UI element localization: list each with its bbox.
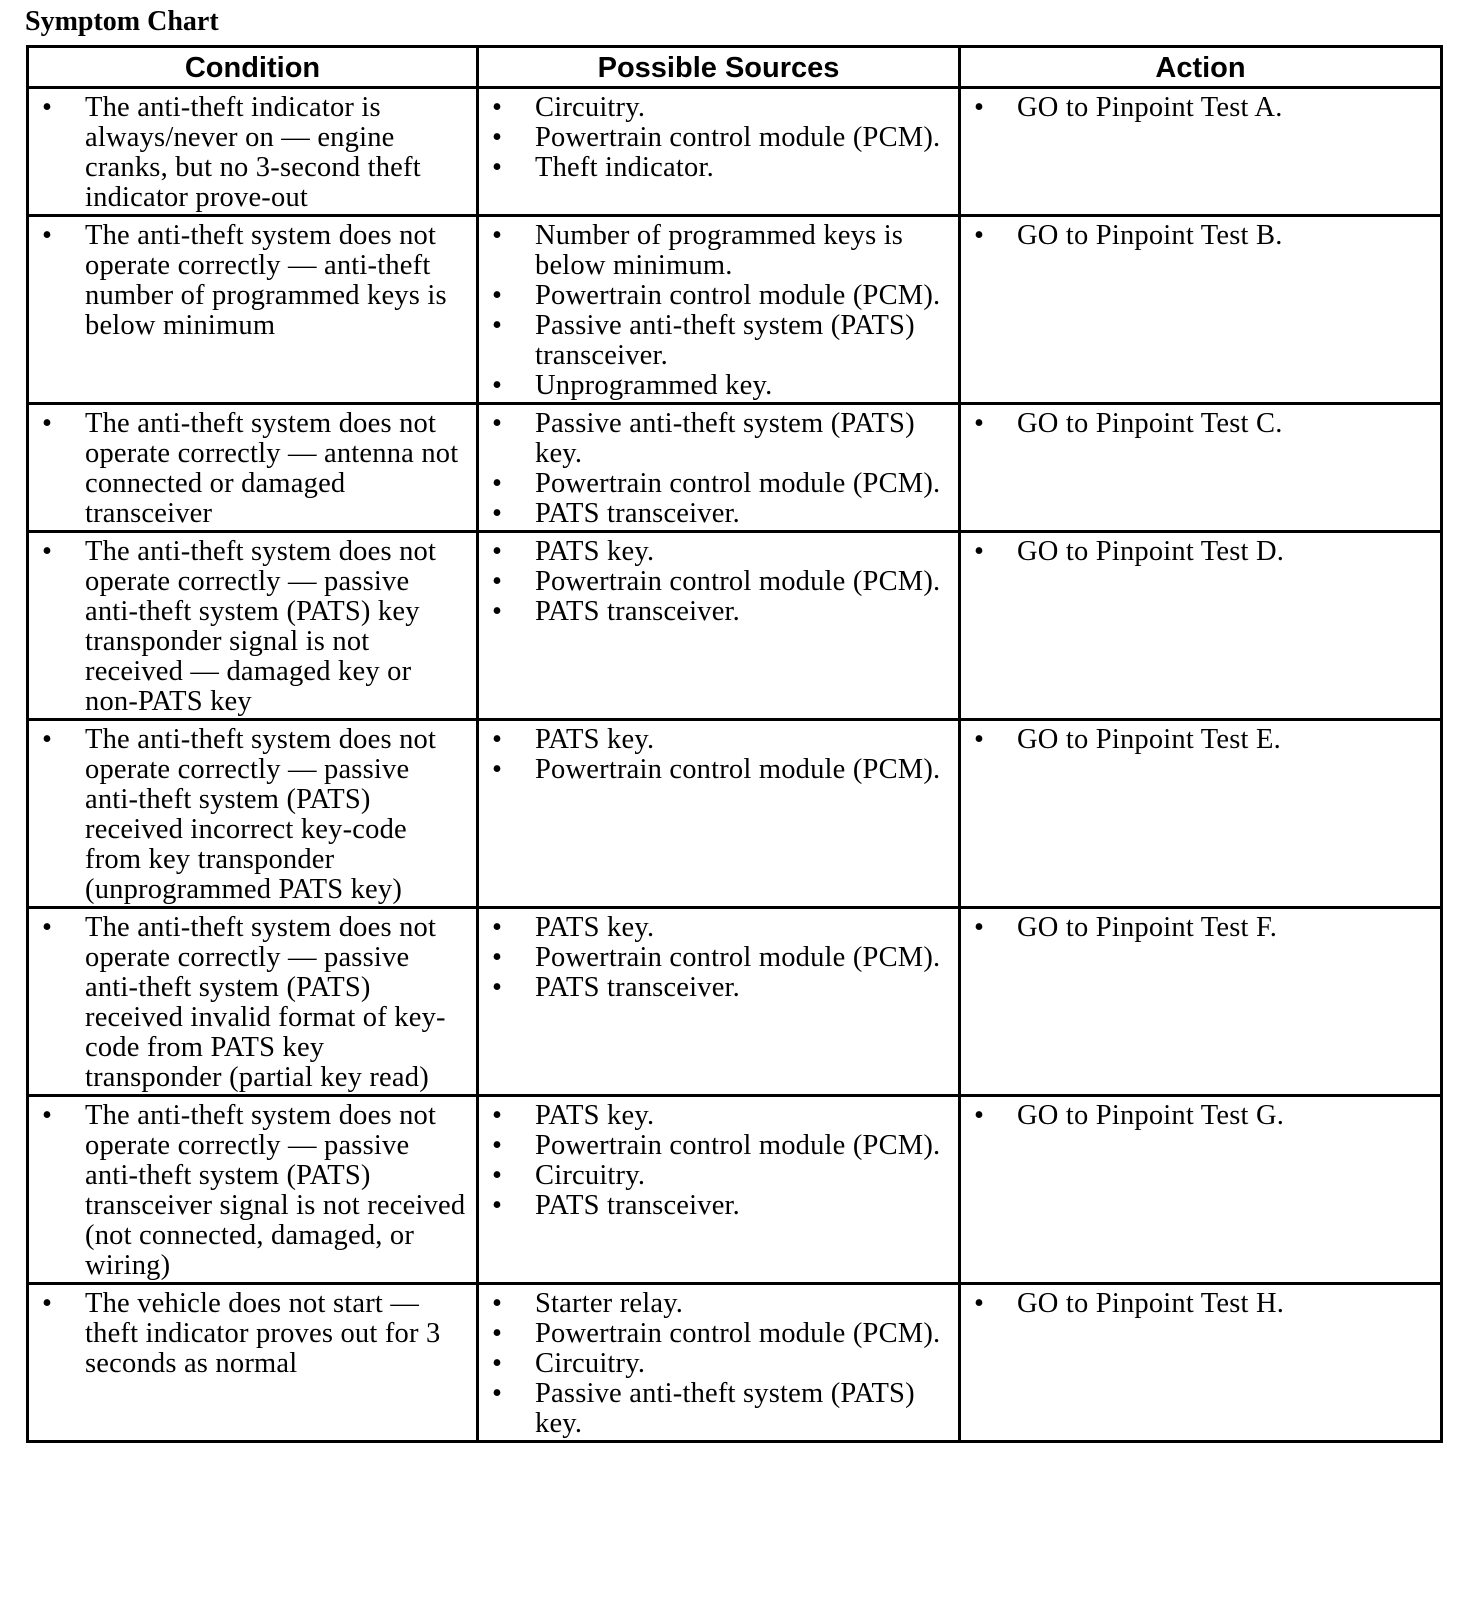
list-item	[489, 1379, 948, 1439]
bullet-list	[39, 1101, 466, 1281]
list-item	[39, 1101, 466, 1281]
list-item-text: PATS key.	[535, 1100, 655, 1131]
list-item	[39, 537, 466, 717]
bullet-icon: •	[492, 370, 503, 401]
list-item-text: The anti-theft system does not operate correctly — passive anti-theft system (PATS) transceiver signal is not received (not connected, damaged, or wiring)	[85, 1100, 466, 1281]
bullet-icon: •	[42, 912, 53, 943]
list-item	[971, 725, 1430, 755]
condition-cell	[28, 88, 478, 216]
bullet-icon: •	[492, 220, 503, 251]
table-row	[28, 1096, 1442, 1284]
condition-cell	[28, 532, 478, 720]
bullet-list	[489, 913, 948, 1003]
bullet-icon: •	[492, 724, 503, 755]
header-row	[28, 47, 1442, 88]
list-item-text: The anti-theft system does not operate correctly — passive anti-theft system (PATS) received incorrect key-code from key transponder (unprogrammed PATS key)	[85, 724, 437, 905]
bullet-list	[489, 725, 948, 785]
list-item-text: Theft indicator.	[535, 152, 714, 183]
action-cell	[960, 720, 1442, 908]
bullet-icon: •	[42, 1100, 53, 1131]
bullet-icon: •	[492, 408, 503, 439]
list-item	[39, 913, 466, 1093]
list-item	[971, 93, 1430, 123]
list-item	[971, 913, 1430, 943]
bullet-list	[489, 93, 948, 183]
bullet-icon: •	[492, 596, 503, 627]
bullet-list	[39, 725, 466, 905]
list-item	[489, 409, 948, 469]
header-possible-sources: Possible Sources	[478, 47, 960, 88]
bullet-icon: •	[974, 912, 985, 943]
bullet-icon: •	[492, 972, 503, 1003]
bullet-list	[489, 409, 948, 529]
action-cell	[960, 404, 1442, 532]
list-item	[489, 943, 948, 973]
possible-sources-cell	[478, 404, 960, 532]
list-item-text: Circuitry.	[535, 92, 646, 123]
bullet-icon: •	[492, 1100, 503, 1131]
bullet-icon: •	[42, 220, 53, 251]
list-item	[489, 371, 948, 401]
table-row	[28, 720, 1442, 908]
list-item	[489, 469, 948, 499]
list-item-text: Circuitry.	[535, 1348, 646, 1379]
bullet-icon: •	[492, 754, 503, 785]
bullet-list	[39, 93, 466, 213]
condition-cell	[28, 216, 478, 404]
table-row	[28, 404, 1442, 532]
bullet-list	[971, 1289, 1430, 1319]
list-item-text: PATS transceiver.	[535, 498, 741, 529]
bullet-list	[971, 537, 1430, 567]
list-item	[489, 1161, 948, 1191]
action-cell	[960, 88, 1442, 216]
bullet-icon: •	[492, 566, 503, 597]
list-item-text: GO to Pinpoint Test D.	[1017, 536, 1285, 567]
list-item-text: Passive anti-theft system (PATS) key.	[535, 408, 915, 469]
bullet-list	[971, 1101, 1430, 1131]
list-item-text: GO to Pinpoint Test C.	[1017, 408, 1283, 439]
bullet-icon: •	[492, 912, 503, 943]
possible-sources-cell	[478, 908, 960, 1096]
list-item-text: GO to Pinpoint Test H.	[1017, 1288, 1285, 1319]
bullet-icon: •	[42, 408, 53, 439]
list-item-text: The anti-theft indicator is always/never on — engine cranks, but no 3-second theft indicator prove-out	[85, 92, 421, 213]
list-item	[489, 1131, 948, 1161]
list-item	[489, 1101, 948, 1131]
condition-cell	[28, 908, 478, 1096]
list-item-text: PATS key.	[535, 912, 655, 943]
list-item	[489, 597, 948, 627]
action-cell	[960, 532, 1442, 720]
list-item	[489, 311, 948, 371]
possible-sources-cell	[478, 216, 960, 404]
chart-title: Symptom Chart	[25, 6, 219, 37]
bullet-icon: •	[492, 1348, 503, 1379]
list-item	[489, 281, 948, 311]
possible-sources-cell	[478, 532, 960, 720]
list-item-text: The anti-theft system does not operate correctly — passive anti-theft system (PATS) key transponder signal is not received — damaged key or non-PATS key	[85, 536, 437, 717]
list-item-text: GO to Pinpoint Test B.	[1017, 220, 1283, 251]
possible-sources-cell	[478, 720, 960, 908]
list-item-text: PATS key.	[535, 536, 655, 567]
list-item	[489, 755, 948, 785]
bullet-icon: •	[974, 1100, 985, 1131]
list-item	[971, 537, 1430, 567]
list-item	[489, 1319, 948, 1349]
list-item-text: Passive anti-theft system (PATS) transceiver.	[535, 310, 915, 371]
bullet-list	[971, 221, 1430, 251]
bullet-icon: •	[492, 1318, 503, 1349]
list-item	[39, 93, 466, 213]
bullet-icon: •	[492, 1190, 503, 1221]
list-item-text: GO to Pinpoint Test A.	[1017, 92, 1283, 123]
bullet-icon: •	[492, 122, 503, 153]
list-item	[489, 537, 948, 567]
possible-sources-cell	[478, 1284, 960, 1442]
table-row	[28, 1284, 1442, 1442]
table-row	[28, 216, 1442, 404]
bullet-list	[971, 725, 1430, 755]
list-item	[971, 221, 1430, 251]
bullet-icon: •	[974, 92, 985, 123]
header-action: Action	[960, 47, 1442, 88]
bullet-icon: •	[492, 310, 503, 341]
bullet-list	[489, 221, 948, 401]
list-item-text: PATS transceiver.	[535, 596, 741, 627]
bullet-icon: •	[974, 220, 985, 251]
list-item-text: The anti-theft system does not operate correctly — antenna not connected or damaged transceiver	[85, 408, 459, 529]
bullet-list	[39, 221, 466, 341]
list-item-text: Powertrain control module (PCM).	[535, 122, 941, 153]
list-item	[489, 1191, 948, 1221]
list-item-text: Number of programmed keys is below minimum.	[535, 220, 904, 281]
header-condition: Condition	[28, 47, 478, 88]
list-item-text: Powertrain control module (PCM).	[535, 468, 941, 499]
list-item	[489, 973, 948, 1003]
list-item-text: The anti-theft system does not operate correctly — anti-theft number of programmed keys is below minimum	[85, 220, 447, 341]
bullet-icon: •	[492, 1160, 503, 1191]
list-item	[489, 567, 948, 597]
list-item	[489, 1289, 948, 1319]
list-item	[39, 221, 466, 341]
bullet-icon: •	[42, 536, 53, 567]
list-item	[971, 1101, 1430, 1131]
symptom-table	[26, 45, 1443, 1443]
bullet-list	[489, 537, 948, 627]
list-item-text: GO to Pinpoint Test E.	[1017, 724, 1281, 755]
list-item	[39, 725, 466, 905]
bullet-icon: •	[492, 942, 503, 973]
list-item-text: GO to Pinpoint Test F.	[1017, 912, 1278, 943]
bullet-list	[39, 537, 466, 717]
list-item-text: Unprogrammed key.	[535, 370, 773, 401]
list-item-text: The anti-theft system does not operate correctly — passive anti-theft system (PATS) received invalid format of key-code from PATS key transponder (partial key read)	[85, 912, 446, 1093]
bullet-icon: •	[42, 92, 53, 123]
table-row	[28, 88, 1442, 216]
bullet-icon: •	[974, 536, 985, 567]
list-item	[489, 913, 948, 943]
bullet-list	[971, 913, 1430, 943]
bullet-list	[39, 409, 466, 529]
possible-sources-cell	[478, 88, 960, 216]
table-row	[28, 908, 1442, 1096]
bullet-list	[39, 913, 466, 1093]
list-item-text: Powertrain control module (PCM).	[535, 280, 941, 311]
list-item-text: GO to Pinpoint Test G.	[1017, 1100, 1285, 1131]
list-item-text: Powertrain control module (PCM).	[535, 1130, 941, 1161]
bullet-icon: •	[492, 498, 503, 529]
action-cell	[960, 908, 1442, 1096]
bullet-icon: •	[492, 152, 503, 183]
list-item-text: Powertrain control module (PCM).	[535, 942, 941, 973]
list-item-text: PATS transceiver.	[535, 972, 741, 1003]
list-item	[39, 409, 466, 529]
list-item	[971, 409, 1430, 439]
table-row	[28, 532, 1442, 720]
bullet-icon: •	[974, 1288, 985, 1319]
bullet-list	[489, 1289, 948, 1439]
list-item	[489, 725, 948, 755]
list-item	[489, 499, 948, 529]
list-item-text: Powertrain control module (PCM).	[535, 1318, 941, 1349]
bullet-icon: •	[974, 724, 985, 755]
bullet-icon: •	[42, 1288, 53, 1319]
action-cell	[960, 216, 1442, 404]
bullet-list	[489, 1101, 948, 1221]
list-item	[489, 1349, 948, 1379]
bullet-icon: •	[492, 536, 503, 567]
list-item-text: Powertrain control module (PCM).	[535, 754, 941, 785]
bullet-icon: •	[974, 408, 985, 439]
list-item	[489, 153, 948, 183]
condition-cell	[28, 720, 478, 908]
list-item-text: Powertrain control module (PCM).	[535, 566, 941, 597]
bullet-icon: •	[492, 92, 503, 123]
bullet-icon: •	[42, 724, 53, 755]
list-item-text: Circuitry.	[535, 1160, 646, 1191]
bullet-list	[971, 409, 1430, 439]
list-item-text: PATS transceiver.	[535, 1190, 741, 1221]
condition-cell	[28, 404, 478, 532]
list-item	[489, 221, 948, 281]
list-item-text: Passive anti-theft system (PATS) key.	[535, 1378, 915, 1439]
condition-cell	[28, 1284, 478, 1442]
possible-sources-cell	[478, 1096, 960, 1284]
action-cell	[960, 1284, 1442, 1442]
condition-cell	[28, 1096, 478, 1284]
bullet-icon: •	[492, 280, 503, 311]
bullet-icon: •	[492, 1288, 503, 1319]
bullet-icon: •	[492, 1378, 503, 1409]
list-item	[489, 123, 948, 153]
list-item	[489, 93, 948, 123]
bullet-icon: •	[492, 468, 503, 499]
list-item-text: PATS key.	[535, 724, 655, 755]
bullet-icon: •	[492, 1130, 503, 1161]
list-item	[971, 1289, 1430, 1319]
action-cell	[960, 1096, 1442, 1284]
list-item-text: The vehicle does not start — theft indicator proves out for 3 seconds as normal	[85, 1288, 441, 1379]
bullet-list	[39, 1289, 466, 1379]
list-item-text: Starter relay.	[535, 1288, 684, 1319]
list-item	[39, 1289, 466, 1379]
bullet-list	[971, 93, 1430, 123]
